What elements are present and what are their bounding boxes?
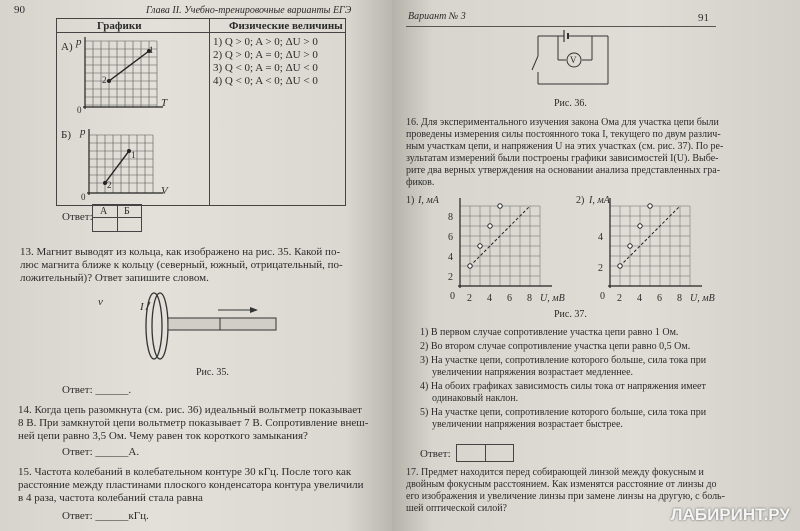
q16-line-5: рите два верных утверждения на основании анализа представленных гра- [406, 165, 721, 176]
q17-line-2: двойным фокусным расстоянием. Как изменятся расстояние от линзы до [406, 479, 717, 490]
data-point [468, 264, 472, 268]
graph-1-xtick-2: 2 [467, 293, 472, 304]
q16-statement-5a: 5) На участке цепи, сопротивление которого больше, сила тока при [420, 407, 707, 418]
graph-1-xtick-6: 6 [507, 293, 512, 304]
data-point [638, 224, 642, 228]
q16-answer-label: Ответ: [420, 448, 451, 460]
figure-35-ring-magnet [128, 286, 288, 362]
graph-b-x-axis: V [161, 185, 168, 197]
graph-a-label: А) [61, 41, 73, 53]
table-header-quantities: Физические величины [229, 20, 343, 32]
q16-statement-4b: одинаковый наклон. [432, 393, 519, 404]
graph-2-x-axis: U, мВ [690, 293, 715, 304]
q15-line-2: расстояние между пластинами плоского конденсатора контура увеличили [18, 479, 364, 491]
graph-1-ytick-2: 2 [448, 272, 453, 283]
graph-2-y-axis: I, мА [589, 195, 610, 206]
voltmeter-icon: V [570, 55, 577, 65]
matching-table [56, 18, 346, 206]
option-4: 4) Q < 0; A < 0; ΔU < 0 [213, 75, 318, 87]
graph-b-point-1: 1 [131, 150, 136, 160]
graph-2-xtick-4: 4 [637, 293, 642, 304]
q15-line-1: 15. Частота колебаний в колебательном контуре 30 кГц. После того как [18, 466, 352, 478]
fig-37-caption: Рис. 37. [554, 309, 587, 320]
graph-2-points [588, 194, 728, 306]
q13-line-2: люс магнита ближе к кольцу (северный, южный, отрицательный, по- [20, 259, 343, 271]
graph-1-ytick-4: 4 [448, 252, 453, 263]
graph-1-points [428, 194, 568, 306]
graph-2-ytick-2: 2 [598, 263, 603, 274]
graph-1-y-axis: I, мА [418, 195, 439, 206]
graph-a-point-2: 2 [102, 75, 107, 85]
q14-line-3: ней цепи равно 3,5 Ом. Чему равен ток короткого замыкания? [18, 430, 308, 442]
data-point [488, 224, 492, 228]
table-header-graphs: Графики [97, 20, 142, 32]
answer-label-12: Ответ: [62, 211, 93, 223]
data-point [478, 244, 482, 248]
q17-line-3: его изображения и увеличение линзы при замене линзы на другую, с боль- [406, 491, 725, 502]
data-point [628, 244, 632, 248]
q16-statement-1: 1) В первом случае сопротивление участка цепи равно 1 Ом. [420, 327, 679, 338]
q16-statement-5b: увеличении напряжения возрастает быстрее. [432, 419, 623, 430]
q17-line-1: 17. Предмет находится перед собирающей линзой между фокусным и [406, 467, 704, 478]
data-point [618, 264, 622, 268]
q15-line-3: в 4 раза, частота колебаний стала равна [18, 492, 203, 504]
q16-statement-3a: 3) На участке цепи, сопротивление которого больше, сила тока при [420, 355, 707, 366]
q16-statement-3b: увеличении напряжения возрастает медленнее. [432, 367, 634, 378]
right-page-number: 91 [698, 12, 709, 24]
q16-line-4: зультатам измерений были построены графики зависимостей I(U). Выбе- [406, 153, 719, 164]
q16-answer-box [456, 444, 514, 462]
q15-answer: Ответ: ______кГц. [62, 510, 149, 522]
graph-1-xtick-8: 8 [527, 293, 532, 304]
graph-a-origin: 0 [77, 105, 82, 115]
graph-2-origin: 0 [600, 291, 605, 302]
graph-a-x-axis: T [161, 97, 168, 109]
q16-line-6: фиков. [406, 177, 435, 188]
left-page [0, 0, 392, 531]
option-2: 2) Q > 0; A = 0; ΔU > 0 [213, 49, 318, 61]
right-running-header: Вариант № 3 [408, 11, 466, 22]
data-point [498, 204, 502, 208]
graph-1-xtick-4: 4 [487, 293, 492, 304]
option-3: 3) Q < 0; A = 0; ΔU < 0 [213, 62, 318, 74]
right-page [392, 0, 800, 531]
option-1: 1) Q > 0; A > 0; ΔU > 0 [213, 36, 318, 48]
left-page-number: 90 [14, 4, 25, 16]
q14-answer: Ответ: ______А. [62, 446, 140, 458]
graph-b-y-axis: p [80, 126, 86, 138]
q13-line-1: 13. Магнит выводят из кольца, как изображено на рис. 35. Какой по- [20, 246, 341, 258]
q13-answer: Ответ: ______. [62, 384, 132, 396]
q16-line-2: проведены измерения силы постоянного тока I, текущего по двум различ- [406, 129, 721, 140]
graph-1-ytick-6: 6 [448, 232, 453, 243]
answer-col-a: А [100, 206, 108, 217]
fig-35-caption: Рис. 35. [196, 367, 229, 378]
fig-36-caption: Рис. 36. [554, 98, 587, 109]
q14-line-2: 8 В. При замкнутой цепи вольтметр показывает 7 В. Сопротивление внеш- [18, 417, 369, 429]
graph-b-origin: 0 [81, 192, 86, 202]
q13-current-label: I [140, 301, 144, 313]
graph-2-xtick-2: 2 [617, 293, 622, 304]
q16-statement-4a: 4) На обоих графиках зависимость силы тока от напряжения имеет [420, 381, 706, 392]
graph-a-y-axis: p [76, 36, 82, 48]
q13-line-3: ложительный)? Ответ запишите словом. [20, 272, 209, 284]
q16-line-1: 16. Для экспериментального изучения закона Ома для участка цепи были [406, 117, 719, 128]
answer-box-12 [92, 204, 142, 232]
q13-velocity-label: v [98, 296, 103, 308]
graph-a-point-1: 1 [149, 45, 154, 55]
graph-2-xtick-6: 6 [657, 293, 662, 304]
graph-2-label: 2) [576, 195, 585, 206]
graph-1-label: 1) [406, 195, 415, 206]
answer-col-b: Б [124, 206, 130, 217]
data-point [648, 204, 652, 208]
q16-statement-2: 2) Во втором случае сопротивление участка цепи равно 0,5 Ом. [420, 341, 691, 352]
q17-line-4: шей оптической силой? [406, 503, 507, 514]
graph-b-label: Б) [61, 129, 71, 141]
left-running-header: Глава II. Учебно-тренировочные варианты ЕГЭ [146, 5, 352, 16]
graph-1-origin: 0 [450, 291, 455, 302]
graph-1-ytick-8: 8 [448, 212, 453, 223]
graph-2-ytick-4: 4 [598, 232, 603, 243]
graph-2-xtick-8: 8 [677, 293, 682, 304]
q16-line-3: ным участкам цепи, и напряжения U на этих участках (см. рис. 37). По ре- [406, 141, 724, 152]
graph-1-x-axis: U, мВ [540, 293, 565, 304]
q14-line-1: 14. Когда цепь разомкнута (см. рис. 36) идеальный вольтметр показывает [18, 404, 362, 416]
watermark-logo: ЛАБИРИНТ.РУ [670, 505, 790, 524]
graph-b-point-2: 2 [107, 180, 112, 190]
